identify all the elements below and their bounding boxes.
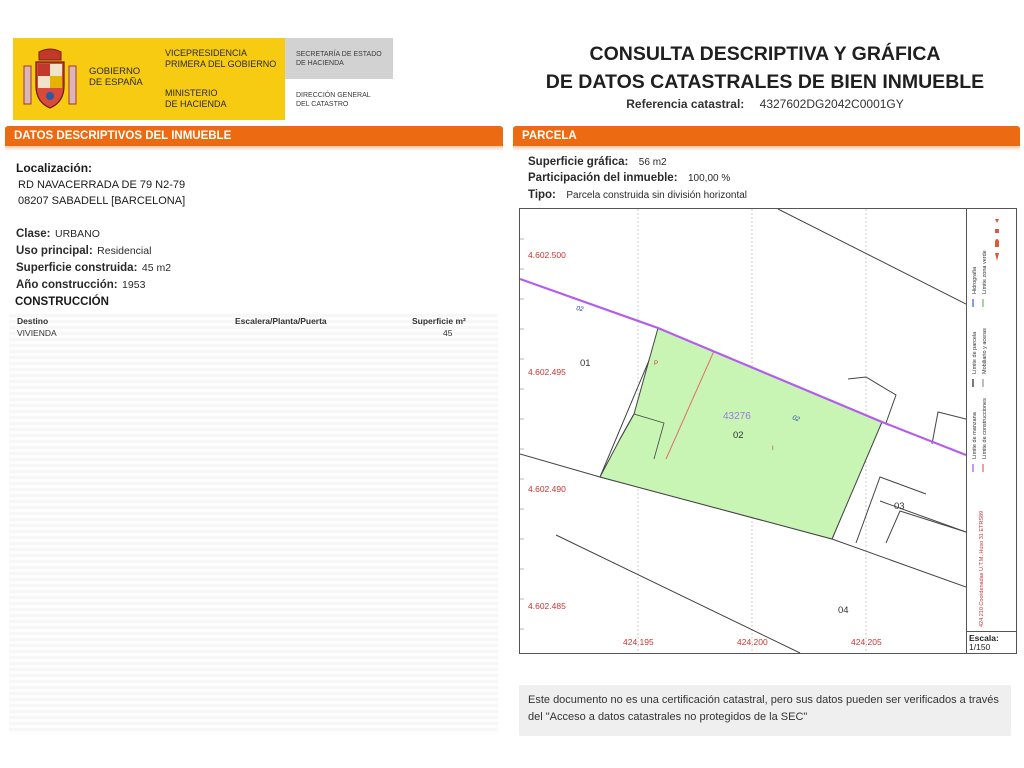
table-row-superficie: 45 [443,328,453,338]
superficie-row [16,258,171,276]
vicepresidencia-label: VICEPRESIDENCIA PRIMERA DEL GOBIERNO [165,48,277,69]
x-coord-2: 424.200 [737,637,768,647]
clase-label: Clase: [16,228,51,240]
construccion-label: CONSTRUCCIÓN [15,296,109,308]
map-left-ticks [520,239,524,629]
legend-hidrografia: Hidrografía [972,266,978,294]
document-title: CONSULTA DESCRIPTIVA Y GRÁFICA DE DATOS CATASTRALES DE BIEN INMUEBLE [545,43,985,93]
scale-value: 1/150 [969,642,991,652]
ano-row [16,275,145,293]
parcel-label-04: 04 [838,605,849,616]
coat-of-arms-icon [21,46,79,112]
ano-value: 1953 [122,279,146,291]
superficie-value: 45 m2 [141,262,172,274]
construccion-table [9,314,498,734]
legend-mobiliario: Mobiliario y aceras [982,328,988,374]
participacion-label: Participación del inmueble: [528,172,678,184]
uso-label: Uso principal: [16,245,93,257]
gobierno-label: GOBIERNO DE ESPAÑA [89,66,143,88]
secretaria-label: SECRETARÍA DE ESTADO DE HACIENDA [296,51,382,67]
parcel-label-02: 02 [733,430,744,441]
parcel-map-drawing[interactable] [520,209,966,653]
ministerio-label: MINISTERIO DE HACIENDA [165,88,227,109]
participacion-value: 100,00 % [688,173,731,184]
y-coord-1: 4.602.500 [528,250,566,260]
disclaimer-note: Este documento no es una certificación catastral, pero sus datos pueden ser verificados a través del "Acceso a datos catastrales no protegidos de la SEC" [519,685,1011,736]
street-code-right: 02 [791,414,801,424]
tipo-value: Parcela construida sin división horizontal [566,190,748,201]
tipo-label: Tipo: [528,189,556,201]
table-row-destino: VIVIENDA [17,328,57,338]
superficie-grafica-label: Superficie gráfica: [528,156,629,168]
legend-projection: 424.210 Coordenadas U.T.M. Huso 31 ETRS89 [979,510,985,627]
map-mark-p: P [654,361,659,367]
clase-row [16,224,100,242]
header-destino: Destino [17,316,49,326]
datos-descriptivos-panel [5,151,498,735]
reference-row [520,97,1010,111]
y-coord-4: 4.602.485 [528,601,566,611]
superficie-grafica-value: 56 m2 [638,157,667,168]
clase-value: URBANO [54,228,100,240]
tipo-row [528,185,747,203]
x-coord-3: 424.205 [851,637,882,647]
x-coord-1: 424.195 [623,637,654,647]
scale-label: Escala: [969,633,999,643]
legend-limite-parcela: Límite de parcela [972,331,978,374]
legend-zona-verde: Límite zona verde [982,250,988,294]
header-superficie: Superficie m² [412,316,466,326]
parcel-label-01: 01 [580,358,591,369]
section-datos-descriptivos: DATOS DESCRIPTIVOS DEL INMUEBLE [5,126,503,146]
north-arrow-icon [994,217,1000,263]
participacion-row [528,168,730,186]
address-line-1: RD NAVACERRADA DE 79 N2-79 [18,179,186,191]
superficie-label: Superficie construida: [16,262,138,274]
scale-box [966,631,1016,653]
uso-row [16,241,151,259]
cadastral-map[interactable] [519,208,1017,654]
reference-value[interactable]: 4327602DG2042C0001GY [759,97,904,111]
legend-limite-manzana: Límite de manzana [972,412,978,459]
header-escalera: Escalera/Planta/Puerta [235,316,327,326]
ano-label: Año construcción: [16,279,118,291]
localizacion-label: Localización: [16,161,93,175]
direccion-label: DIRECCIÓN GENERAL DEL CATASTRO [296,92,371,108]
block-number: 43276 [723,411,751,422]
y-coord-2: 4.602.495 [528,367,566,377]
reference-label: Referencia catastral: [626,97,745,111]
legend-limite-construcciones: Límite de construcciones [982,398,988,459]
map-legend [966,209,1016,631]
map-mark-i: I [772,446,774,452]
y-coord-3: 4.602.490 [528,484,566,494]
uso-value: Residencial [97,245,152,257]
street-code-left: 02 [575,305,584,314]
government-logo [13,38,393,120]
section-parcela: PARCELA [513,126,1020,146]
address-line-2: 08207 SABADELL [BARCELONA] [18,195,186,207]
parcel-label-03: 03 [894,501,905,512]
